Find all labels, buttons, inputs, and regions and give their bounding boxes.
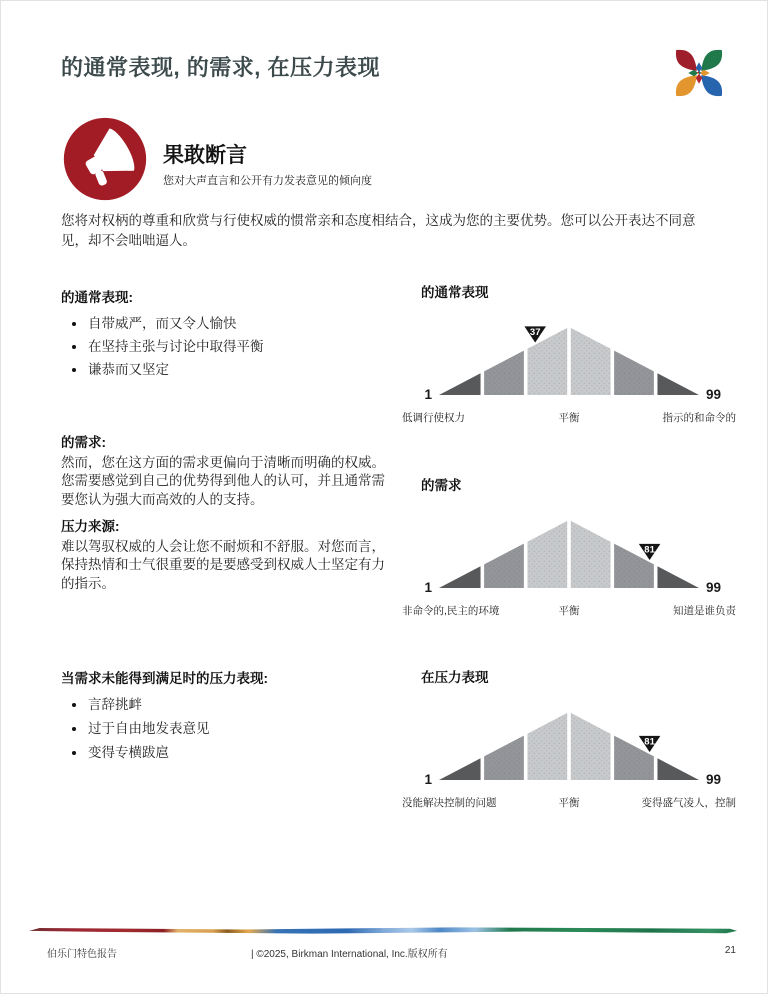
scale-label-center: 平衡 [558, 605, 580, 617]
scale-label-right: 指示的和命令的 [662, 412, 736, 424]
pyramid-scale [413, 500, 737, 602]
pyramid-scale [413, 692, 737, 794]
section-stress-behaviors [61, 667, 395, 765]
list-item: 变得专横跋扈 [61, 741, 395, 765]
footer [1, 945, 767, 965]
trait-description: 您对大声直言和公开有力发表意见的倾向度 [163, 175, 372, 187]
svg-text:1: 1 [424, 772, 432, 787]
trait-name: 果敢断言 [163, 144, 247, 167]
scale-labels [401, 410, 737, 425]
scale-label-left: 非命令的,民主的环境 [402, 605, 500, 617]
list-item: 在坚持主张与讨论中取得平衡 [61, 335, 395, 358]
intro-paragraph: 您将对权柄的尊重和欣赏与行使权威的惯常亲和态度相结合，这成为您的主要优势。您可以公开表达不同意见，却不会咄咄逼人。 [61, 213, 696, 249]
scale-label-left: 没能解决控制的问题 [402, 797, 497, 809]
scale-label-center: 平衡 [558, 412, 580, 424]
chart-usual-behaviors [401, 281, 737, 425]
section-usual-behaviors [61, 286, 395, 381]
chart-needs [401, 474, 737, 618]
scale-label-left: 低调行使权力 [402, 412, 465, 424]
bullet-list [61, 693, 395, 765]
section-heading: 的需求: [61, 435, 106, 450]
scale-label-right: 变得盛气凌人，控制 [641, 797, 736, 809]
chart-title: 在压力表现 [421, 670, 489, 685]
svg-text:37: 37 [529, 327, 541, 339]
section-heading: 的通常表现: [61, 290, 133, 305]
list-item: 谦恭而又坚定 [61, 358, 395, 381]
bullet-list [61, 312, 395, 381]
chart-title: 的需求 [421, 478, 462, 493]
svg-text:81: 81 [644, 736, 655, 748]
section-text: 难以驾驭权威的人会让您不耐烦和不舒服。对您而言，保持热情和士气很重要的是要感受到权威人士坚定有力的指示。 [61, 539, 385, 591]
section-heading: 当需求未能得到满足时的压力表现: [61, 671, 268, 686]
svg-text:99: 99 [706, 387, 722, 402]
footer-copyright: | ©2025, Birkman International, Inc.版权所有 [251, 949, 448, 960]
birkman-logo-icon [665, 43, 733, 103]
section-text: 然而，您在这方面的需求更偏向于清晰而明确的权威。您需要感觉到自己的优势得到他人的认可，并且通常需要您认为强大而高效的人的支持。 [61, 455, 385, 507]
page-title: 的通常表现, 的需求, 在压力表现 [61, 55, 380, 80]
svg-text:81: 81 [644, 544, 655, 556]
list-item: 自带威严，而又令人愉快 [61, 312, 395, 335]
chart-title: 的通常表现 [421, 285, 489, 300]
svg-text:1: 1 [424, 580, 432, 595]
section-needs [61, 431, 395, 509]
svg-text:1: 1 [424, 387, 432, 402]
footer-page-number: 21 [724, 945, 736, 956]
svg-text:99: 99 [706, 772, 722, 787]
scale-label-right: 知道是谁负责 [673, 605, 736, 617]
pyramid-scale [413, 307, 737, 409]
megaphone-icon [63, 117, 147, 201]
section-stress-source [61, 515, 395, 593]
scale-labels [401, 603, 737, 618]
chart-stress-behaviors [401, 666, 737, 810]
list-item: 过于自由地发表意见 [61, 717, 395, 741]
footer-report-name: 伯乐门特色报告 [47, 949, 117, 960]
list-item: 言辞挑衅 [61, 693, 395, 717]
scale-label-center: 平衡 [558, 797, 580, 809]
svg-text:99: 99 [706, 580, 722, 595]
scale-labels [401, 795, 737, 810]
section-heading: 压力来源: [61, 519, 120, 534]
footer-ribbon [29, 927, 737, 934]
